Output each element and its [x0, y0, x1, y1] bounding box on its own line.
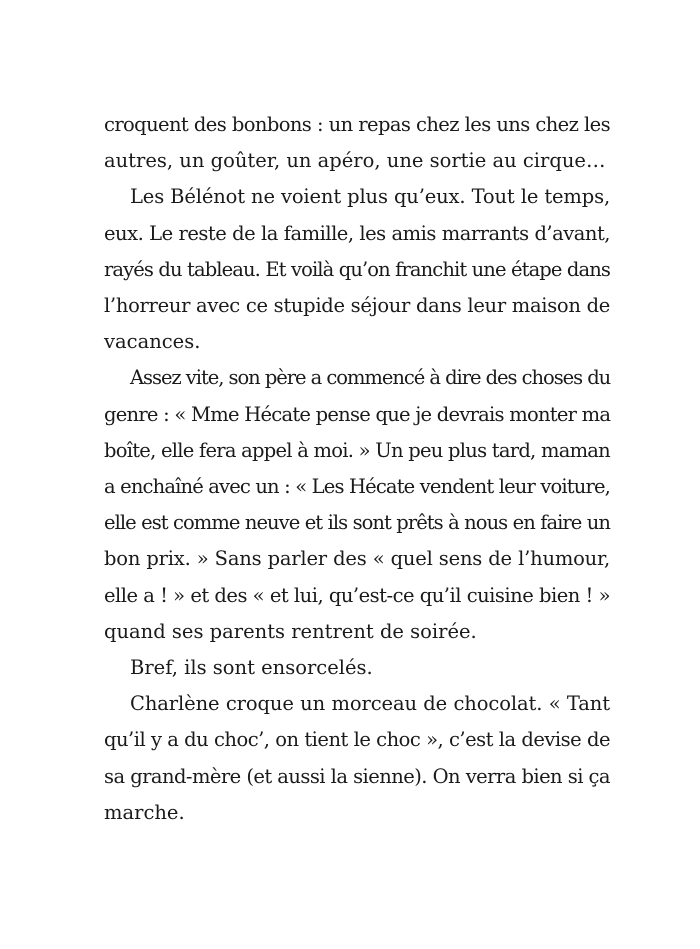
text-line: elle a ! » et des « et lui, qu’est-ce qu’il cuisine bien ! »	[104, 583, 610, 607]
paragraph-1	[104, 107, 610, 179]
paragraph-2	[104, 179, 610, 360]
text-line: l’horreur avec ce stupide séjour dans leur maison de	[104, 294, 610, 318]
text-line: qu’il y a du choc’, on tient le choc », c’est la devise de	[104, 728, 610, 752]
text-line: Assez vite, son père a commencé à dire des choses du	[130, 366, 611, 390]
text-line: vacances.	[104, 330, 201, 354]
text-line: a enchaîné avec un : « Les Hécate vendent leur voiture,	[104, 475, 610, 499]
text-line: rayés du tableau. Et voilà qu’on franchit une étape dans	[104, 257, 610, 281]
text-line: quand ses parents rentrent de soirée.	[104, 619, 477, 643]
text-line: boîte, elle fera appel à moi. » Un peu plus tard, maman	[104, 438, 610, 462]
paragraph-3	[104, 360, 610, 650]
text-line: Les Bélénot ne voient plus qu’eux. Tout le temps,	[130, 185, 610, 209]
body-text	[104, 107, 610, 831]
text-line: autres, un goûter, un apéro, une sortie au cirque…	[104, 149, 606, 173]
text-line: Charlène croque un morceau de chocolat. « Tant	[130, 692, 610, 716]
text-line: marche.	[104, 800, 185, 824]
text-line: genre : « Mme Hécate pense que je devrais monter ma	[104, 402, 611, 426]
paragraph-5	[104, 686, 610, 831]
text-line: croquent des bonbons : un repas chez les uns chez les	[104, 113, 610, 136]
paragraph-4	[104, 650, 610, 686]
text-line: bon prix. » Sans parler des « quel sens de l’humour,	[104, 547, 610, 571]
text-line: Bref, ils sont ensorcelés.	[130, 656, 373, 680]
text-line: eux. Le reste de la famille, les amis marrants d’avant,	[104, 221, 610, 245]
text-line: sa grand-mère (et aussi la sienne). On verra bien si ça	[104, 764, 610, 788]
text-line: elle est comme neuve et ils sont prêts à nous en faire un	[104, 511, 610, 535]
